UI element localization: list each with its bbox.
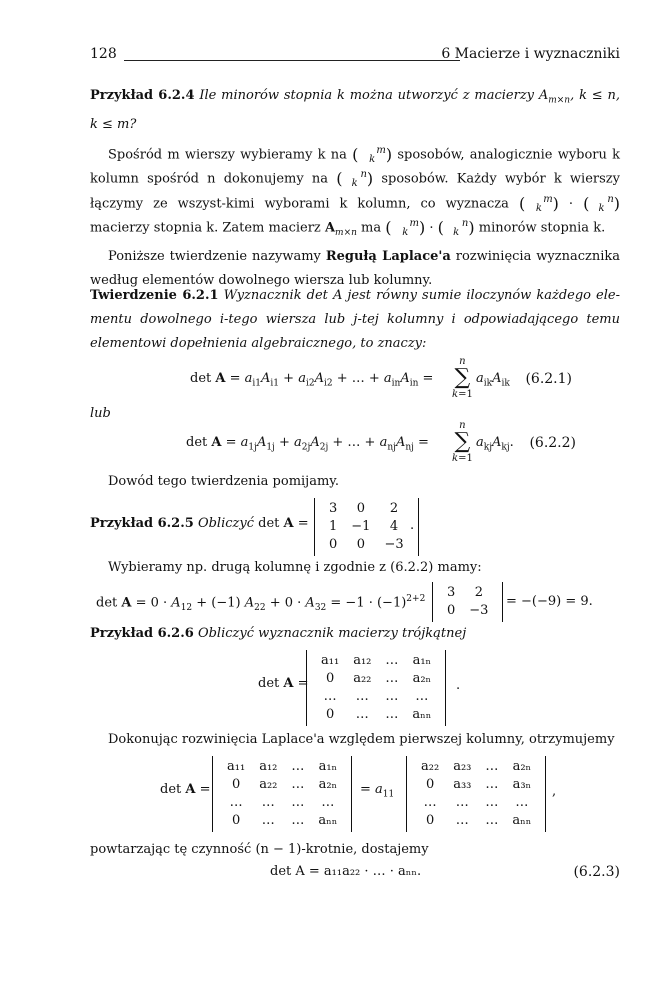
example-paragraph-1: Spośród m wierszy wybieramy k na ( m k ) sposobów, analogicznie wyboru k kolumn spośród n dokonujemy na ( n k ) sposobów. Każdy wybór k wierszy łączymy ze wszyst-kimi wyborami k kolumn, co wyznacza ( m k ) · ( n k ) macierzy stopnia k. Zatem macierz $A_{m\times n}$ ma ( m k ) · ( n k ) minorów stopnia k. [90,144,621,239]
matrix-3x3: 3 0 2 1 −1 4 0 0 −3 [314,498,419,556]
equation-6-2-1: $\det A = a_{i1}A_{i1} + a_{i2}A_{i2}$ + … + $a_{in}A_{in}$ = n ∑ k=1 $a_{ik}A_{ik}$ (6.2.1) [190,356,572,400]
example-question: Przykład 6.2.4 Ile minorów stopnia k można utworzyć z macierzy $A_{m\times n}$, k ≤ n, k ≤ m? [90,88,621,132]
laplace-expansion: det A = a₁₁ a₁₂ … a₁ₙ 0 a₂₂ … a₂ₙ … … … … 0 … … aₙₙ = $a_{11}$ a₂₂ a₂₃ … a₂ₙ 0 a₃₃ … a₃ₙ … … … … 0 … … aₙₙ , [160,756,590,830]
proof-note: Dowód tego twierdzenia pomijamy. [108,474,340,489]
repeat-text: powtarzając tę czynność (n − 1)-krotnie, dostajemy [90,842,429,857]
example-6-2-6: Przykład 6.2.6 Obliczyć wyznacznik macierzy trójkątnej [90,626,467,641]
example-6-2-4 [90,84,620,293]
equation-6-2-2: $\det A = a_{1j}A_{1j} + a_{2j}A_{2j}$ + … + $a_{nj}A_{nj}$ = n ∑ k=1 $a_{kj}A_{kj}$. (6.2.2) [186,420,576,464]
example-6-2-5: Przykład 6.2.5 Obliczyć det A = 3 0 2 1 −1 4 0 0 −3 . [90,498,620,554]
triangular-matrix: det A = a₁₁ a₁₂ … a₁ₙ 0 a₂₂ … a₂ₙ … … … … 0 … … aₙₙ . [258,650,558,724]
example-6-2-5-text: Wybieramy np. drugą kolumnę i zgodnie z (6.2.2) mamy: [108,560,482,575]
lub-word: lub [90,406,111,421]
theorem-text: Twierdzenie 6.2.1 Wyznacznik det A jest równy sumie iloczynów każdego ele-mentu dowolnego i-tego wiersza lub j-tej kolumny i odpowiadającego temu elementowi dopełnienia algebraicznego, to znaczy: [90,288,620,351]
chapter-title: 6 Macierze i wyznaczniki [441,46,620,62]
example-6-2-6-text: Dokonując rozwinięcia Laplace'a względem pierwszej kolumny, otrzymujemy [108,732,615,747]
header-rule [124,60,460,61]
example-6-2-5-solution: $\det A = 0 \cdot A_{12} + (-1) A_{22} + 0 \cdot A_{32} = -1 \cdot (-1)^{2+2}$ 3 2 0 −3 = −(−9) = 9. [96,582,626,622]
page-number: 128 [90,46,117,62]
theorem-6-2-1 [90,284,620,356]
laplace-intro: Poniższe twierdzenie nazywamy Regułą Laplace'a rozwinięcia wyznacznika według elementów dowolnego wiersza lub kolumny. [90,249,620,289]
minor-2x2: 3 2 0 −3 [432,582,503,622]
running-header [90,44,620,64]
equation-6-2-3: det A = a₁₁a₂₂ · … · aₙₙ. (6.2.3) [270,864,620,880]
